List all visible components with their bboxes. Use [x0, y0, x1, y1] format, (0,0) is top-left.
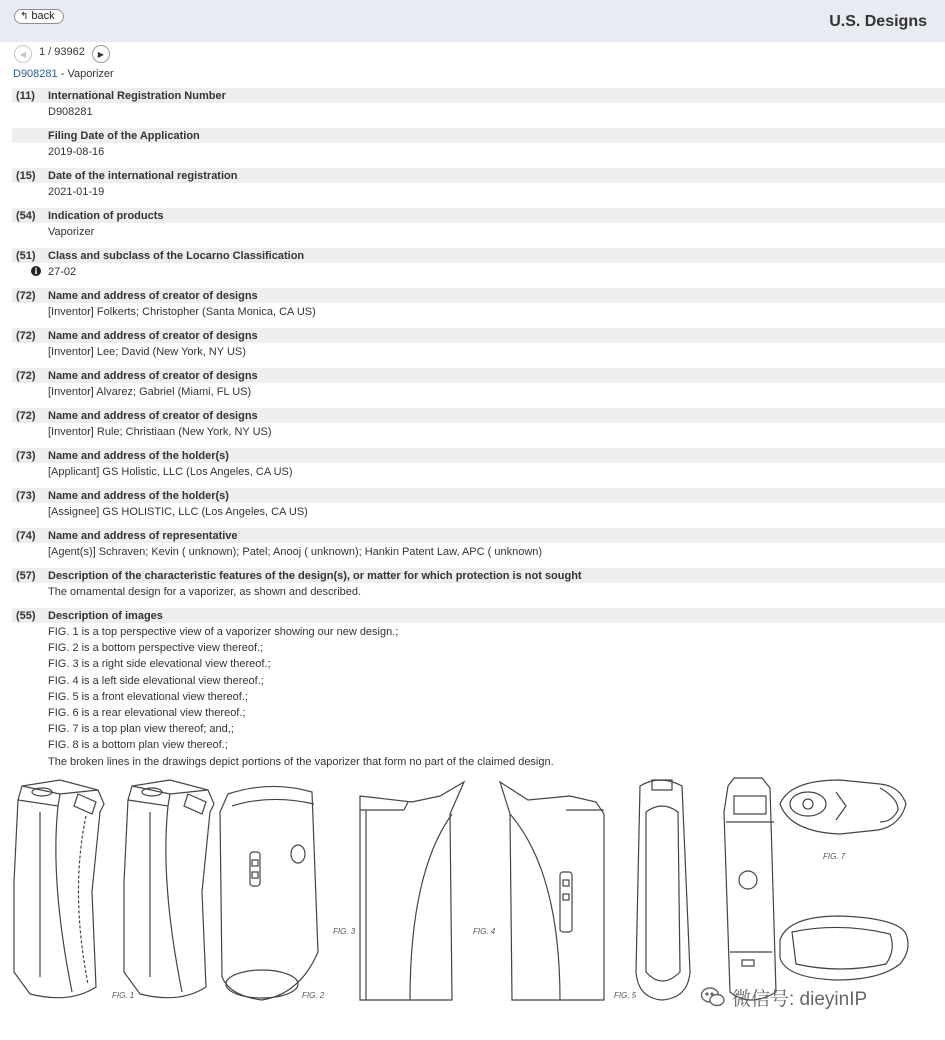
- field-row: [12, 128, 945, 168]
- field-row: [12, 408, 945, 448]
- field-code: (72): [16, 329, 36, 342]
- field-code: (73): [16, 489, 36, 502]
- field-row: [12, 328, 945, 368]
- back-button[interactable]: [14, 9, 64, 24]
- field-value: The ornamental design for a vaporizer, as shown and described.: [48, 586, 362, 598]
- field-code: (73): [16, 449, 36, 462]
- pager: [14, 45, 110, 63]
- field-label: Name and address of creator of designs: [48, 369, 258, 382]
- field-row: [12, 168, 945, 208]
- image-description-line: The broken lines in the drawings depict portions of the vaporizer that form no part of the claimed design.: [48, 755, 554, 768]
- fig-1-drawing: [14, 780, 104, 998]
- image-description-line: FIG. 6 is a rear elevational view thereof.;: [48, 706, 246, 719]
- field-code: (74): [16, 529, 36, 542]
- watermark-text: 微信号: dieyinIP: [732, 988, 868, 1010]
- back-arrow-icon: ↰: [20, 10, 29, 22]
- field-row: [12, 248, 945, 288]
- field-label: Name and address of creator of designs: [48, 409, 258, 422]
- record-position: 1 / 93962: [39, 46, 85, 58]
- field-label: International Registration Number: [48, 89, 226, 102]
- field-label: Description of images: [48, 609, 163, 622]
- field-value: 2021-01-19: [48, 186, 105, 198]
- previous-record-button[interactable]: [14, 45, 32, 63]
- image-description-line: FIG. 1 is a top perspective view of a vaporizer showing our new design.;: [48, 626, 399, 638]
- fig-4-drawing: [500, 782, 604, 1000]
- fig-2-drawing: [124, 780, 214, 998]
- field-label: Name and address of representative: [48, 529, 238, 542]
- field-row: [12, 528, 945, 568]
- record-number-link[interactable]: D908281: [13, 68, 58, 80]
- fig-2b-drawing: [220, 786, 318, 1000]
- field-label: Name and address of creator of designs: [48, 289, 258, 302]
- record-heading: [13, 68, 114, 80]
- field-value: [Inventor] Lee; David (New York, NY US): [48, 346, 246, 358]
- field-code: (54): [16, 209, 36, 222]
- field-code: (11): [16, 89, 35, 102]
- field-row: [12, 368, 945, 408]
- field-label: Filing Date of the Application: [48, 129, 200, 142]
- fig-2-label: FIG. 2: [302, 991, 325, 1000]
- fig-6-drawing: [724, 778, 776, 1000]
- fig-4-label: FIG. 4: [473, 927, 496, 936]
- field-label: Name and address of creator of designs: [48, 329, 258, 342]
- next-record-button[interactable]: [92, 45, 110, 63]
- fig-7-drawing: [780, 780, 906, 834]
- fig-3-drawing: [360, 782, 464, 1000]
- field-value: [Inventor] Alvarez; Gabriel (Miami, FL US): [48, 386, 252, 398]
- image-description-line: FIG. 8 is a bottom plan view thereof.;: [48, 739, 228, 752]
- image-description-line: FIG. 4 is a left side elevational view thereof.;: [48, 674, 264, 687]
- image-description-line: FIG. 7 is a top plan view thereof; and,;: [48, 723, 234, 736]
- wechat-icon: [700, 986, 726, 1008]
- image-description-line: FIG. 3 is a right side elevational view thereof.;: [48, 658, 271, 671]
- fig-5-label: FIG. 5: [614, 991, 637, 1000]
- fig-8-drawing: [780, 916, 908, 980]
- field-label: Name and address of the holder(s): [48, 449, 229, 462]
- field-value: [Inventor] Folkerts; Christopher (Santa Monica, CA US): [48, 306, 316, 318]
- field-value: [Applicant] GS Holistic, LLC (Los Angeles, CA US): [48, 466, 293, 478]
- top-bar: [0, 0, 945, 42]
- field-value: [Agent(s)] Schraven; Kevin ( unknown); Patel; Anooj ( unknown); Hankin Patent Law, APC ( unknown): [48, 546, 543, 558]
- image-description-list: [48, 625, 554, 771]
- field-label: Indication of products: [48, 209, 164, 222]
- field-row: [12, 448, 945, 488]
- field-code: (51): [16, 249, 36, 262]
- image-description-line: FIG. 5 is a front elevational view thereof.;: [48, 690, 248, 703]
- field-row: [12, 288, 945, 328]
- field-row: [12, 88, 945, 128]
- field-code: (55): [16, 609, 36, 622]
- fig-7-label: FIG. 7: [823, 852, 846, 861]
- fig-5-drawing: [636, 780, 690, 1000]
- chevron-right-icon: ▶: [97, 49, 104, 59]
- field-code: (15): [16, 169, 36, 182]
- fig-3-label: FIG. 3: [333, 927, 356, 936]
- field-value: 27-02: [48, 266, 77, 278]
- field-code: (72): [16, 289, 36, 302]
- image-description-line: FIG. 2 is a bottom perspective view thereof.;: [48, 642, 264, 655]
- field-value: [Assignee] GS HOLISTIC, LLC (Los Angeles, CA US): [48, 506, 308, 518]
- field-value: Vaporizer: [48, 226, 95, 238]
- field-list: [12, 88, 945, 648]
- fig-1-label: FIG. 1: [112, 991, 135, 1000]
- field-label: Class and subclass of the Locarno Classification: [48, 249, 305, 262]
- chevron-left-icon: ◀: [19, 49, 27, 59]
- watermark: [700, 983, 867, 1011]
- field-value: 2019-08-16: [48, 146, 105, 158]
- page-title: U.S. Designs: [829, 13, 927, 30]
- record-separator: -: [57, 68, 68, 80]
- field-label: Name and address of the holder(s): [48, 489, 229, 502]
- field-row: [12, 568, 945, 608]
- field-value: [Inventor] Rule; Christiaan (New York, NY US): [48, 426, 272, 438]
- record-title: Vaporizer: [67, 68, 114, 80]
- info-icon[interactable]: i: [31, 266, 41, 276]
- field-value: D908281: [48, 106, 93, 118]
- field-row: [12, 208, 945, 248]
- field-row: [12, 488, 945, 528]
- field-code: (57): [16, 569, 36, 582]
- field-code: (72): [16, 409, 36, 422]
- field-label: Date of the international registration: [48, 169, 238, 182]
- back-label: back: [31, 10, 55, 22]
- field-code: (72): [16, 369, 36, 382]
- field-label: Description of the characteristic features of the design(s), or matter for which protection is not sought: [48, 569, 582, 582]
